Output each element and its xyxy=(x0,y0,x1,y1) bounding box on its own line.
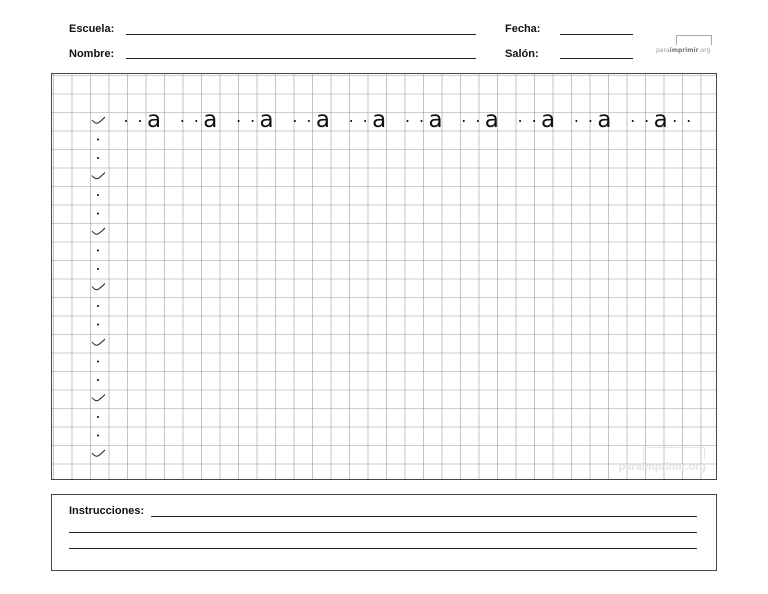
guide-dot xyxy=(350,120,352,122)
name-label: Nombre: xyxy=(69,48,115,60)
practice-letter: a xyxy=(203,107,218,133)
guide-dot xyxy=(308,120,310,122)
guide-dot xyxy=(97,416,99,418)
logo-house-icon xyxy=(676,35,712,45)
guide-dot xyxy=(463,120,465,122)
guide-dot xyxy=(294,120,296,122)
instructions-line-3[interactable] xyxy=(69,548,697,549)
stroke-mark xyxy=(92,395,105,401)
guide-dot xyxy=(97,157,99,159)
guide-dot xyxy=(519,120,521,122)
guide-dot xyxy=(125,120,127,122)
practice-letter: a xyxy=(428,107,443,133)
guide-dot xyxy=(252,120,254,122)
date-field[interactable] xyxy=(560,34,633,35)
guide-dot xyxy=(139,120,141,122)
room-label: Salón: xyxy=(505,48,539,60)
guide-dot xyxy=(421,120,423,122)
stroke-mark xyxy=(92,339,105,345)
guide-dot xyxy=(407,120,409,122)
practice-letter: a xyxy=(484,107,499,133)
school-field[interactable] xyxy=(126,34,476,35)
guide-dot xyxy=(533,120,535,122)
school-label: Escuela: xyxy=(69,23,115,35)
watermark: paraimprimir.org xyxy=(619,461,706,473)
guide-dot xyxy=(674,120,676,122)
guide-dot xyxy=(477,120,479,122)
guide-dot xyxy=(238,120,240,122)
guide-dot xyxy=(97,194,99,196)
room-field[interactable] xyxy=(560,58,633,59)
guide-dot xyxy=(97,379,99,381)
stroke-mark xyxy=(92,173,105,179)
practice-letter: a xyxy=(541,107,556,133)
guide-dot xyxy=(97,435,99,437)
guide-dot xyxy=(97,361,99,363)
guide-dot xyxy=(97,213,99,215)
guide-dot xyxy=(97,268,99,270)
practice-letter: a xyxy=(259,107,274,133)
instructions-label: Instrucciones: xyxy=(69,505,145,517)
practice-letter: a xyxy=(315,107,330,133)
practice-letter: a xyxy=(597,107,612,133)
practice-grid xyxy=(51,73,717,480)
guide-dot xyxy=(575,120,577,122)
grid-canvas xyxy=(52,74,716,479)
stroke-mark xyxy=(92,284,105,290)
guide-dot xyxy=(195,120,197,122)
guide-dot xyxy=(632,120,634,122)
guide-dot xyxy=(181,120,183,122)
guide-dot xyxy=(589,120,591,122)
guide-dot xyxy=(97,250,99,252)
practice-letter: a xyxy=(653,107,668,133)
guide-dot xyxy=(97,139,99,141)
practice-letter: a xyxy=(146,107,162,133)
stroke-mark xyxy=(92,228,105,234)
instructions-line-2[interactable] xyxy=(69,532,697,533)
guide-dot xyxy=(97,324,99,326)
stroke-mark xyxy=(92,117,105,123)
date-label: Fecha: xyxy=(505,23,541,35)
guide-dot xyxy=(646,120,648,122)
guide-dot xyxy=(688,120,690,122)
logo: paraimprimir.org xyxy=(656,47,710,54)
guide-dot xyxy=(97,305,99,307)
guide-dot xyxy=(364,120,366,122)
watermark-house-icon xyxy=(643,447,705,460)
stroke-mark xyxy=(92,450,105,456)
name-field[interactable] xyxy=(126,58,476,59)
instructions-line-1[interactable] xyxy=(151,516,697,517)
practice-letter: a xyxy=(372,107,387,133)
